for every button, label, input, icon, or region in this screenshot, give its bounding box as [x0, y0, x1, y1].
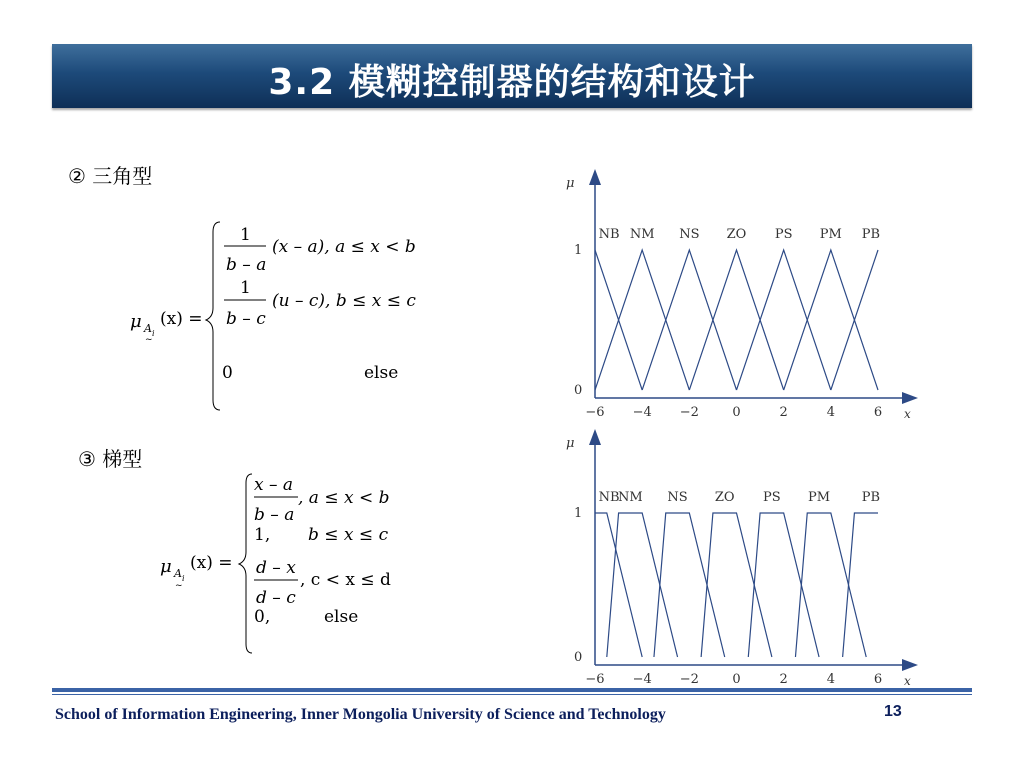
- series-label-nm: NM: [618, 490, 643, 505]
- tilde-mark: ~: [175, 581, 183, 591]
- series-label-ps: PS: [774, 227, 793, 242]
- trapezoidal-membership-chart: [560, 425, 930, 690]
- footer-rule-thick: [52, 688, 972, 692]
- row2-denominator: b – c: [226, 309, 266, 329]
- x-tick-label: 4: [826, 672, 835, 687]
- mu-symbol: μ: [130, 311, 142, 332]
- y-tick-label: 1: [574, 243, 583, 258]
- series-label-zo: ZO: [726, 227, 747, 242]
- x-tick-label: 2: [779, 672, 788, 687]
- series-line-ps: [748, 513, 819, 657]
- row4-condition: else: [324, 607, 359, 627]
- x-tick-label: 4: [826, 405, 835, 420]
- series-line-nm: [595, 250, 689, 390]
- y-axis-label: μ: [566, 436, 575, 451]
- tilde-mark: ~: [145, 335, 153, 345]
- row2-numerator: 1: [240, 278, 251, 298]
- x-tick-label: −6: [585, 672, 605, 687]
- section-label-trapezoid: ③ 梯型: [78, 447, 143, 471]
- row1-expression: (x – a), a ≤ x < b: [272, 237, 416, 257]
- y-axis-label: μ: [566, 176, 575, 191]
- mu-symbol: μ: [160, 556, 172, 577]
- x-tick-label: −4: [632, 672, 652, 687]
- series-label-pb: PB: [861, 227, 881, 242]
- row3-numerator: d – x: [256, 558, 296, 578]
- row1-denominator: b – a: [226, 255, 267, 275]
- series-label-pb: PB: [861, 490, 881, 505]
- x-axis-arrow: [902, 392, 918, 404]
- series-line-pm: [784, 250, 878, 390]
- footer-rule-thin: [52, 694, 972, 695]
- series-line-ps: [737, 250, 831, 390]
- series-line-zo: [689, 250, 783, 390]
- row2-value: 1,: [254, 525, 271, 545]
- series-label-nm: NM: [629, 227, 655, 242]
- x-axis-arrow: [902, 659, 918, 671]
- row3-value: 0: [222, 363, 233, 383]
- row3-denominator: d – c: [256, 588, 296, 608]
- mu-subscript: A: [144, 322, 152, 335]
- footer-institution: School of Information Engineering, Inner Mongolia University of Science and Technology: [55, 706, 666, 723]
- x-tick-label: −2: [679, 405, 699, 420]
- row3-expression: , c < x ≤ d: [300, 570, 391, 590]
- series-line-ns: [642, 250, 736, 390]
- y-tick-label: 1: [574, 506, 583, 521]
- x-tick-label: 0: [732, 672, 741, 687]
- series-label-nb: NB: [598, 227, 620, 242]
- row2-expression: (u – c), b ≤ x ≤ c: [272, 291, 416, 311]
- mu-subscript-index: i: [152, 329, 155, 338]
- page-number: 13: [884, 703, 902, 720]
- row1-numerator: 1: [240, 225, 251, 245]
- section-label-triangle: ② 三角型: [68, 164, 153, 188]
- series-line-ns: [654, 513, 725, 657]
- page-title: 3.2 模糊控制器的结构和设计: [268, 62, 756, 103]
- formula-triangle: [120, 210, 440, 420]
- series-label-pm: PM: [819, 227, 842, 242]
- x-tick-label: 2: [779, 405, 788, 420]
- mu-subscript: A: [174, 567, 182, 580]
- series-label-nb: NB: [598, 490, 620, 505]
- series-line-nb: [595, 513, 642, 657]
- x-tick-label: −2: [679, 672, 699, 687]
- row1-denominator: b – a: [254, 505, 295, 525]
- row1-numerator: x – a: [254, 475, 294, 495]
- series-line-pm: [795, 513, 866, 657]
- x-axis-label: x: [904, 674, 911, 688]
- x-tick-label: −4: [632, 405, 652, 420]
- title-bar: [52, 44, 972, 108]
- series-label-ns: NS: [679, 227, 700, 242]
- argument: (x) =: [160, 309, 203, 329]
- row1-expression: , a ≤ x < b: [298, 488, 390, 508]
- x-tick-label: 6: [873, 672, 883, 687]
- mu-subscript-index: i: [182, 574, 185, 583]
- row4-value: 0,: [254, 607, 271, 627]
- y-axis-arrow: [589, 429, 601, 445]
- row2-condition: b ≤ x ≤ c: [308, 525, 389, 545]
- formula-trapezoid: [150, 468, 440, 658]
- y-tick-label: 0: [574, 650, 583, 665]
- x-tick-label: 0: [732, 405, 741, 420]
- series-label-ps: PS: [763, 490, 781, 505]
- row3-condition: else: [364, 363, 399, 383]
- series-label-pm: PM: [808, 490, 831, 505]
- series-label-zo: ZO: [714, 490, 735, 505]
- series-line-zo: [701, 513, 772, 657]
- x-tick-label: −6: [585, 405, 605, 420]
- y-tick-label: 0: [574, 383, 583, 398]
- argument: (x) =: [190, 553, 233, 573]
- series-label-ns: NS: [667, 490, 688, 505]
- y-axis-arrow: [589, 169, 601, 185]
- x-axis-label: x: [904, 407, 911, 421]
- triangular-membership-chart: [560, 165, 930, 430]
- series-line-nm: [607, 513, 678, 657]
- x-tick-label: 6: [873, 405, 883, 420]
